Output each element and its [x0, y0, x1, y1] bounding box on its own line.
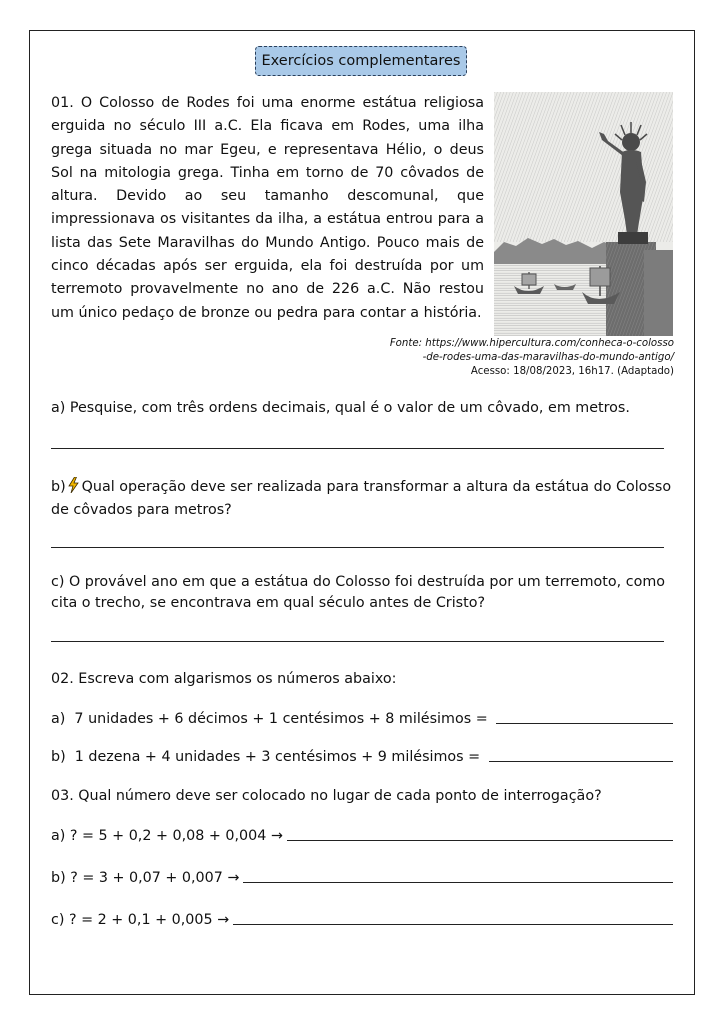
question-3c: c) ? = 2 + 0,1 + 0,005 →	[51, 912, 230, 928]
answer-line-1a[interactable]	[51, 448, 664, 449]
question-3b-row	[51, 864, 673, 886]
answer-blank-2b[interactable]	[489, 761, 673, 762]
worksheet-title-text: Exercícios complementares	[261, 53, 461, 69]
answer-blank-3c[interactable]	[233, 924, 673, 925]
question-1b-text: Qual operação deve ser realizada para transformar a altura da estátua do Colosso de côvados para metros?	[51, 479, 672, 518]
question-1c: c) O provável ano em que a estátua do Colosso foi destruída por um terremoto, como cita o trecho, se encontrava em qual século antes de Cristo?	[51, 574, 665, 611]
colossus-engraving-image	[494, 92, 673, 336]
colossus-passage: 01. O Colosso de Rodes foi uma enorme estátua religiosa erguida no século III a.C. Ela ficava em Rodes, uma ilha grega situada no mar Egeu, e representava Hélio, o deus Sol na mitologia grega. Tinha em torno de 70 côvados de altura. Devido ao seu tamanho descomunal, que impressionava os visitantes da ilha, a estátua entrou para a lista das Sete Maravilhas do Mundo Antigo. Pouco mais de cinco décadas após ser erguida, ela foi destruída por um terremoto provavelmente no ano de 226 a.C. Não restou um único pedaço de bronze ou pedra para contar a história.	[51, 95, 484, 321]
source-citation	[354, 337, 674, 379]
lightning-bolt-icon	[68, 477, 79, 500]
answer-line-1b[interactable]	[51, 547, 664, 548]
source-url-line-1: Fonte: https://www.hipercultura.com/conheca-o-colosso	[389, 338, 674, 349]
source-access-date: Acesso: 18/08/2023, 16h17. (Adaptado)	[470, 366, 674, 377]
answer-blank-3a[interactable]	[287, 840, 673, 841]
question-1a: a) Pesquise, com três ordens decimais, qual é o valor de um côvado, em metros.	[51, 400, 630, 416]
question-3b: b) ? = 3 + 0,07 + 0,007 →	[51, 870, 240, 886]
worksheet-title	[255, 46, 467, 76]
answer-line-1c[interactable]	[51, 641, 664, 642]
question-3a-row	[51, 822, 673, 844]
question-1b-prefix: b)	[51, 479, 66, 495]
source-url-line-2: -de-rodes-uma-das-maravilhas-do-mundo-antigo/	[422, 352, 674, 363]
question-1b	[51, 477, 675, 520]
answer-blank-3b[interactable]	[243, 882, 673, 883]
question-3a: a) ? = 5 + 0,2 + 0,08 + 0,004 →	[51, 828, 283, 844]
answer-blank-2a[interactable]	[496, 723, 673, 724]
question-2b: b) 1 dezena + 4 unidades + 3 centésimos + 9 milésimos =	[51, 749, 485, 765]
question-3c-row	[51, 906, 673, 928]
question-2-prompt: 02. Escreva com algarismos os números abaixo:	[51, 671, 397, 687]
question-2a-row	[51, 705, 673, 727]
question-2b-row	[51, 743, 673, 765]
question-3-prompt: 03. Qual número deve ser colocado no lugar de cada ponto de interrogação?	[51, 788, 602, 804]
question-2a: a) 7 unidades + 6 décimos + 1 centésimos + 8 milésimos =	[51, 711, 493, 727]
colossus-illustration	[494, 92, 673, 336]
